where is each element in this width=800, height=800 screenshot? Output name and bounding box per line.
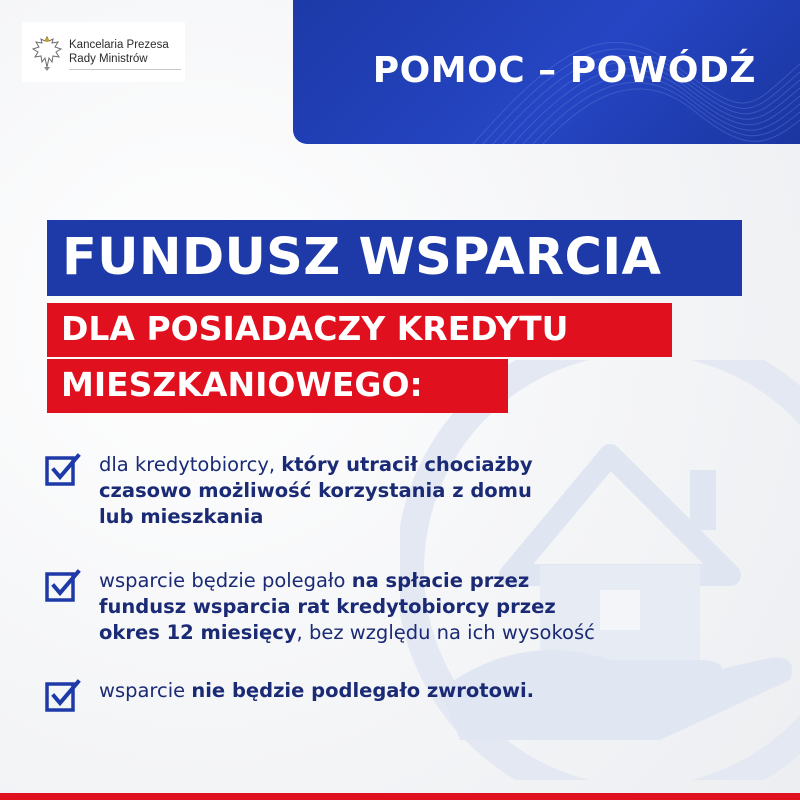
bullet-text-1: dla kredytobiorcy, który utracił chociażby czasowo możliwość korzystania z domu lub mieszkania (99, 453, 533, 528)
logo-line-2: Rady Ministrów (69, 53, 148, 65)
checkbox-checked-icon (45, 452, 81, 486)
subtitle-line-1: DLA POSIADACZY KREDYTU (61, 309, 569, 348)
checkbox-checked-icon (45, 678, 81, 712)
checkbox-checked-icon (45, 568, 81, 602)
subtitle-box-1 (47, 303, 672, 357)
page-title: POMOC – POWÓDŹ (372, 50, 756, 91)
bullet-text-2: wsparcie będzie polegało na spłacie przez fundusz wsparcia rat kredytobiorcy przez okres 12 miesięcy, bez względu na ich wysokość (99, 569, 595, 644)
subtitle-line-2: MIESZKANIOWEGO: (61, 365, 423, 404)
header-banner (293, 0, 800, 144)
bullet-text-3: wsparcie nie będzie podlegało zwrotowi. (99, 679, 535, 702)
kprm-logo (22, 22, 185, 82)
bottom-accent-bar (0, 793, 800, 800)
headline-title: FUNDUSZ WSPARCIA (62, 228, 662, 287)
logo-line-1: Kancelaria Prezesa (69, 39, 169, 51)
headline-box (47, 220, 742, 296)
white-eagle-icon (30, 34, 64, 72)
subtitle-box-2 (47, 359, 508, 413)
logo-divider (69, 69, 181, 70)
